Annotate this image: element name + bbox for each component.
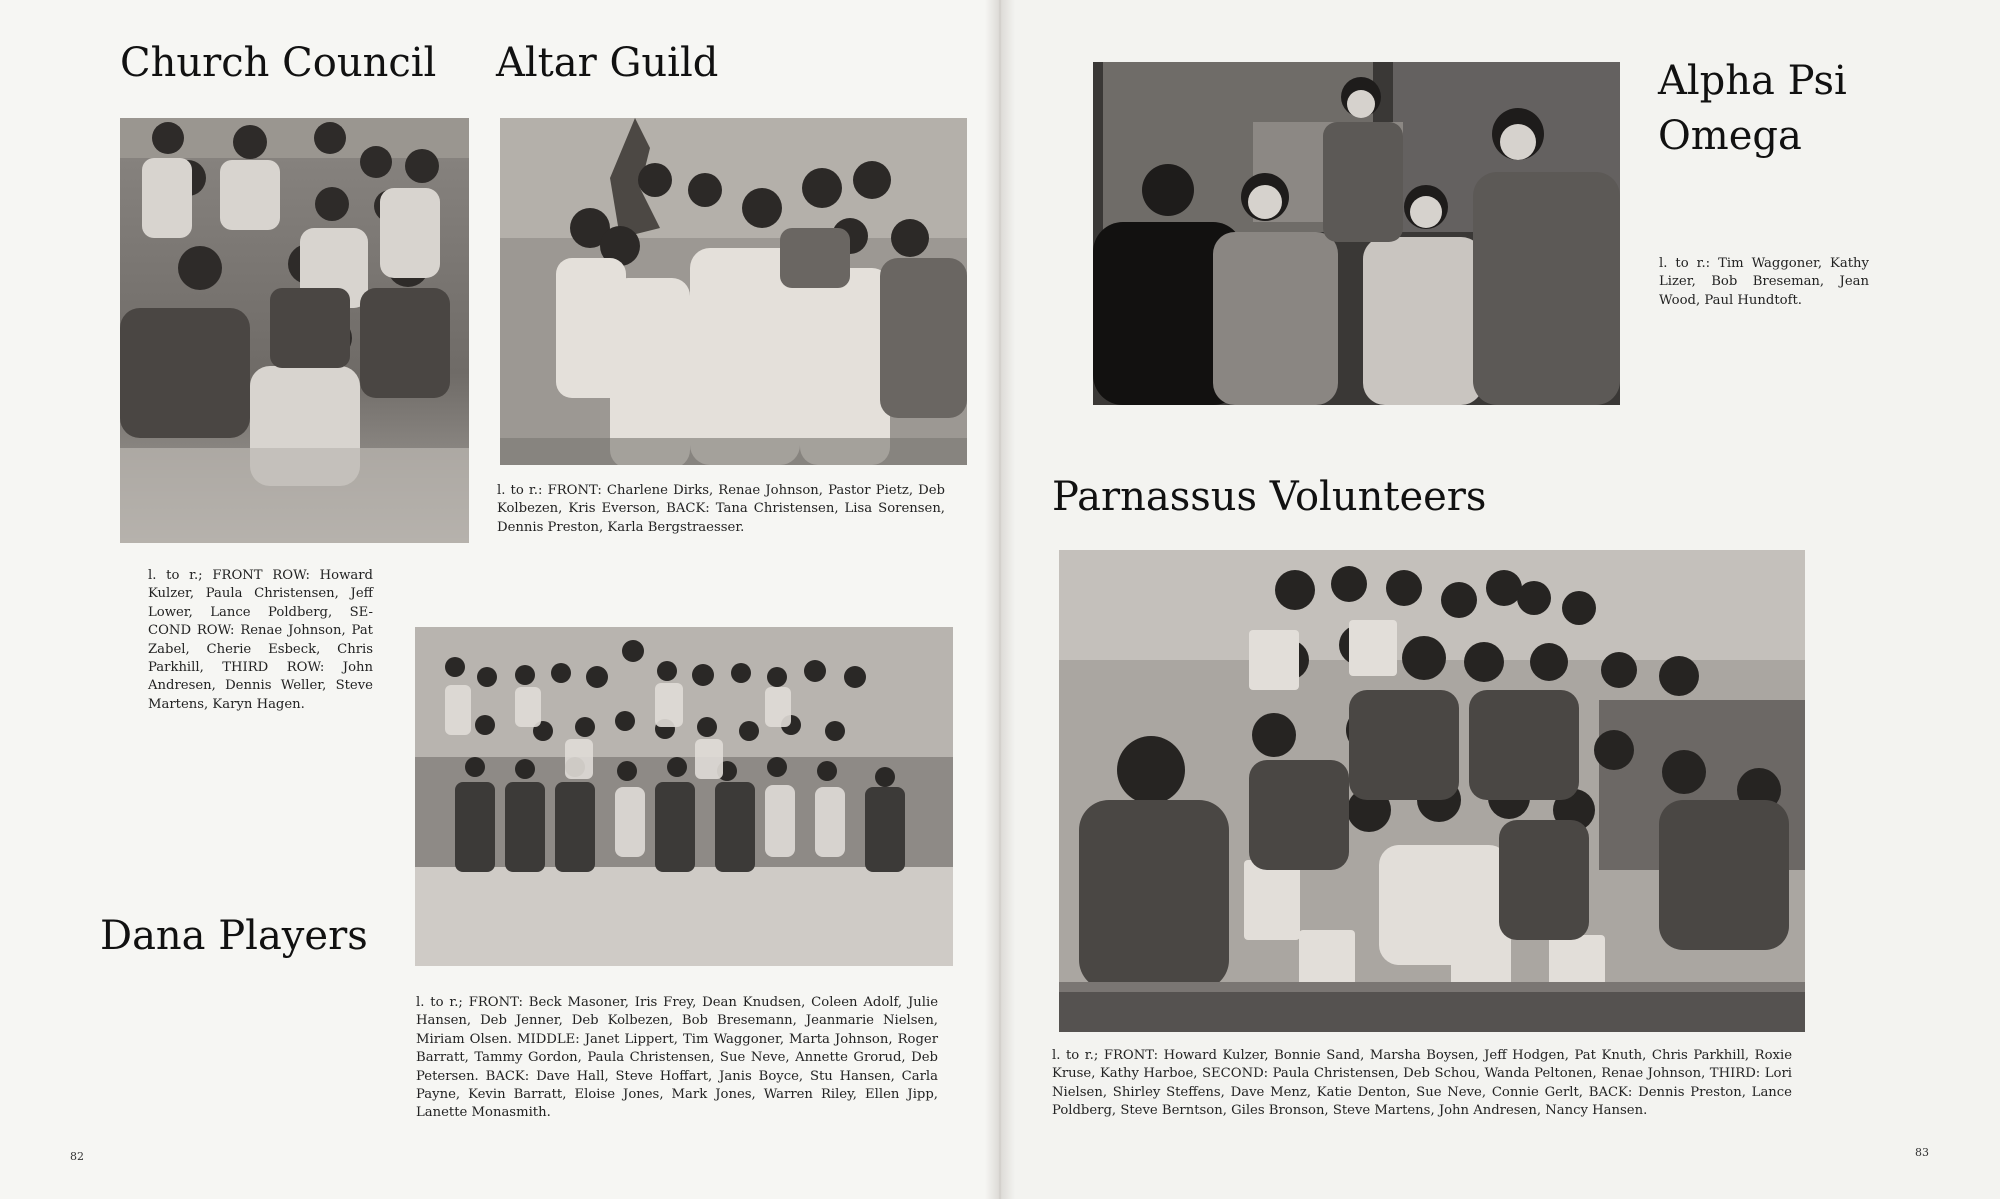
parnassus-volunteers-heading: Parnassus Volunteers <box>1052 474 1487 520</box>
parnassus-volunteers-photo <box>1059 550 1805 1032</box>
church-council-photo <box>120 118 469 543</box>
dana-players-caption: l. to r.; FRONT: Beck Masoner, Iris Frey, Dean Knudsen, Coleen Adolf, Julie Hansen, Deb Jenner, Deb Kolbezen, Bob Bresemann, Jeanmarie Nielsen, Miriam Olsen. MIDDLE: Janet Lippert, Tim Waggoner, Marta Johnson, Roger Barratt, Tammy Gordon, Paula Christensen, Sue Neve, Annette Grorud, Deb Petersen. BACK: Dave Hall, Steve Hoffart, Janis Boyce, Stu Hansen, Carla Payne, Kevin Barratt, Eloise Jones, Mark Jones, Warren Riley, Ellen Jipp, Lanette Monasmith. <box>416 995 938 1121</box>
altar-guild-heading: Altar Guild <box>496 40 719 86</box>
alpha-psi-omega-heading: Alpha Psi Omega <box>1658 58 1847 159</box>
dana-players-photo <box>415 627 953 966</box>
dana-players-heading: Dana Players <box>100 913 368 959</box>
page-number-left: 82 <box>70 1150 84 1163</box>
parnassus-volunteers-caption: l. to r.; FRONT: Howard Kulzer, Bonnie Sand, Marsha Boysen, Jeff Hodgen, Pat Knuth, Chris Parkhill, Roxie Kruse, Kathy Harboe, SECOND: Paula Christensen, Deb Schou, Wanda Peltonen, Renae Johnson, THIRD: Lori Nielsen, Shirley Steffens, Dave Menz, Katie Denton, Sue Neve, Connie Gerlt, BACK: Dennis Preston, Lance Poldberg, Steve Berntson, Giles Bronson, Steve Martens, John Andresen, Nancy Hansen. <box>1052 1048 1792 1119</box>
altar-guild-photo <box>500 118 967 465</box>
page-number-right: 83 <box>1915 1146 1929 1159</box>
book-gutter <box>985 0 1015 1199</box>
church-council-caption: l. to r.; FRONT ROW: Howard Kulzer, Paula Christensen, Jeff Lower, Lance Poldberg, SE-COND ROW: Renae Johnson, Pat Zabel, Cherie Esbeck, Chris Parkhill, THIRD ROW: John Andresen, Dennis Weller, Steve Martens, Karyn Hagen. <box>148 568 373 712</box>
alpha-psi-omega-photo <box>1093 62 1620 405</box>
altar-guild-caption: l. to r.: FRONT: Charlene Dirks, Renae Johnson, Pastor Pietz, Deb Kolbezen, Kris Everson, BACK: Tana Christensen, Lisa Sorensen, Dennis Preston, Karla Bergstraesser. <box>497 483 945 535</box>
church-council-heading: Church Council <box>120 40 437 86</box>
alpha-psi-omega-caption: l. to r.: Tim Waggoner, Kathy Lizer, Bob Breseman, Jean Wood, Paul Hundtoft. <box>1659 256 1869 308</box>
